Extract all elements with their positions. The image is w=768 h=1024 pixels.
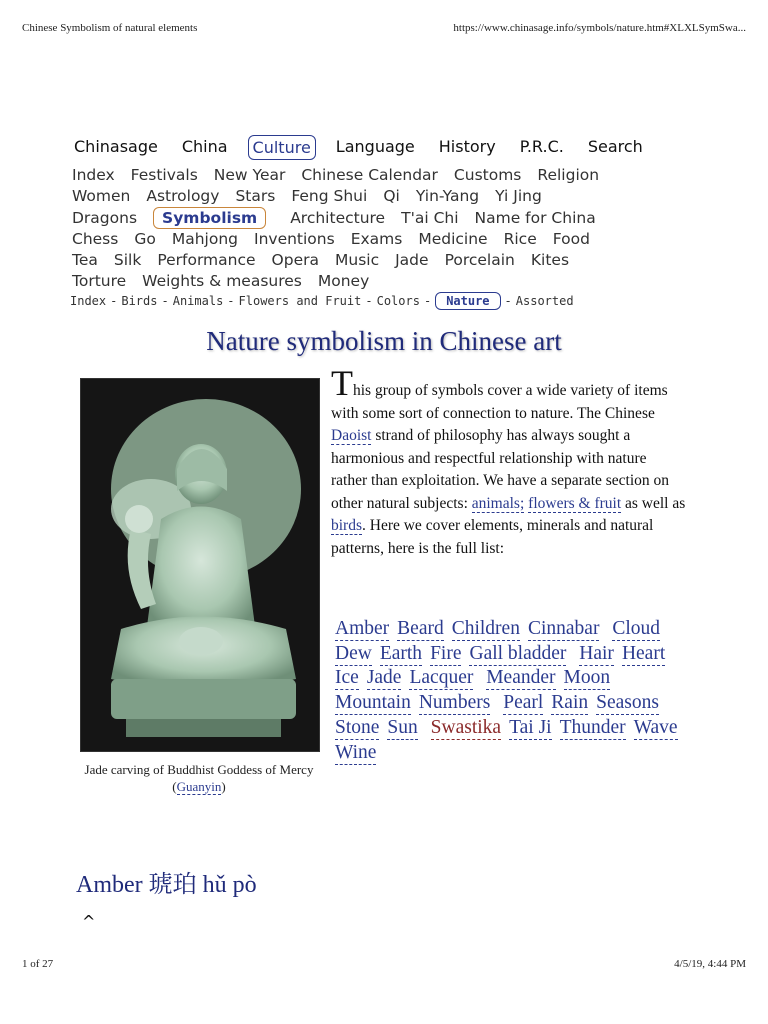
sub-nav-performance[interactable]: Performance [157,251,256,270]
intro-paragraph [331,363,686,560]
sub-nav-tai-chi[interactable]: T'ai Chi [401,208,459,227]
symbol-link-earth[interactable]: Earth [379,642,423,664]
symbol-link-ice[interactable]: Ice [335,667,359,689]
guanyin-jade-photo [80,378,320,752]
crumb-birds[interactable]: Birds [121,294,158,308]
symbol-link-tai-ji[interactable]: Tai Ji [509,716,552,738]
top-nav-language[interactable]: Language [335,137,415,156]
culture-sub-nav [72,165,672,292]
top-nav-chinasage[interactable]: Chinasage [74,137,158,156]
print-header-title: Chinese Symbolism of natural elements [22,22,198,34]
caption-end: ) [221,778,226,794]
symbol-link-numbers[interactable]: Numbers [418,692,491,714]
sub-nav-architecture[interactable]: Architecture [290,208,386,227]
sub-nav-kites[interactable]: Kites [530,251,570,270]
guanyin-jade-illustration [81,379,319,751]
sub-nav-torture[interactable]: Torture [72,271,127,290]
symbol-link-hair[interactable]: Hair [579,642,614,664]
symbol-link-stone[interactable]: Stone [335,716,380,738]
symbol-link-amber[interactable]: Amber [335,618,390,639]
top-nav-culture[interactable]: Culture [248,135,316,160]
drop-cap: T [331,363,353,403]
crumb-separator: - [504,294,512,308]
symbol-link-cloud[interactable]: Cloud [612,618,661,639]
intro-text-3: as well as [621,494,686,512]
caption-text: Jade carving of Buddhist Goddess of Mercy ( [84,762,314,794]
sub-nav-inventions[interactable]: Inventions [254,230,335,249]
sub-nav-yi-jing[interactable]: Yi Jing [495,186,542,205]
symbol-link-dew[interactable]: Dew [335,642,372,664]
sub-nav-qi[interactable]: Qi [383,186,400,205]
sub-nav-chinese-calendar[interactable]: Chinese Calendar [301,166,438,184]
sub-nav-chess[interactable]: Chess [72,230,119,249]
symbol-link-meander[interactable]: Meander [486,667,556,689]
symbol-link-seasons[interactable]: Seasons [596,692,659,714]
symbol-link-children[interactable]: Children [451,618,520,639]
top-nav-history[interactable]: History [438,137,496,156]
crumb-nature[interactable]: Nature [435,292,500,310]
crumb-separator: - [227,294,235,308]
sub-nav-religion[interactable]: Religion [537,166,600,184]
sub-nav-opera[interactable]: Opera [271,251,319,270]
sub-nav-yin-yang[interactable]: Yin-Yang [415,186,480,205]
sub-nav-silk[interactable]: Silk [113,251,142,270]
symbol-link-mountain[interactable]: Mountain [335,692,411,714]
print-footer-datetime: 4/5/19, 4:44 PM [674,958,746,970]
symbol-link-gall-bladder[interactable]: Gall bladder [469,642,567,664]
symbol-link-jade[interactable]: Jade [366,667,402,689]
amber-section-heading: Amber 琥珀 hǔ pò [76,872,257,898]
crumb-separator: - [423,294,432,308]
top-nav-search[interactable]: Search [587,137,643,156]
page-title: Nature symbolism in Chinese art [206,326,562,356]
crumb-colors[interactable]: Colors [376,294,420,308]
symbol-link-thunder[interactable]: Thunder [559,716,626,738]
sub-nav-symbolism[interactable]: Symbolism [153,207,266,230]
sub-nav-exams[interactable]: Exams [350,230,403,249]
symbol-link-cinnabar[interactable]: Cinnabar [527,618,600,639]
guanyin-link[interactable]: Guanyin [176,778,222,794]
symbol-link-beard[interactable]: Beard [397,618,444,639]
symbol-link-sun[interactable]: Sun [387,716,418,738]
sub-nav-astrology[interactable]: Astrology [146,186,220,205]
photo-caption [80,762,318,795]
symbol-link-lacquer[interactable]: Lacquer [409,667,474,689]
daoist-link[interactable]: Daoist [331,427,372,444]
sub-nav-weights-measures[interactable]: Weights & measures [142,271,302,290]
sub-nav-feng-shui[interactable]: Feng Shui [291,186,368,205]
sub-nav-mahjong[interactable]: Mahjong [171,230,238,249]
sub-nav-name-for-china[interactable]: Name for China [474,208,596,227]
sub-nav-customs[interactable]: Customs [453,166,522,184]
birds-link[interactable]: birds [331,517,362,534]
sub-nav-medicine[interactable]: Medicine [418,230,488,249]
sub-nav-jade[interactable]: Jade [395,251,429,270]
sub-nav-money[interactable]: Money [317,271,370,290]
print-footer-page: 1 of 27 [22,958,54,970]
crumb-separator: - [365,294,373,308]
crumb-assorted[interactable]: Assorted [515,294,574,308]
symbol-link-fire[interactable]: Fire [430,642,462,664]
crumb-index[interactable]: Index [70,294,107,308]
animals-link[interactable]: animals; [471,494,525,512]
symbol-link-rain[interactable]: Rain [551,692,589,714]
symbol-link-wine[interactable]: Wine [335,741,377,763]
sub-nav-music[interactable]: Music [335,251,380,270]
intro-text-4: . Here we cover elements, minerals and natural patterns, here is the full list: [331,517,654,557]
intro-text-1: his group of symbols cover a wide variety of items with some sort of connection to nature. The Chinese [331,382,668,422]
sub-nav-rice[interactable]: Rice [503,230,537,249]
sub-nav-stars[interactable]: Stars [235,186,276,205]
crumb-flowers-fruit[interactable]: Flowers and Fruit [238,294,362,308]
symbol-list [335,617,695,765]
sub-nav-dragons[interactable]: Dragons [72,208,138,227]
sub-nav-tea[interactable]: Tea [72,251,98,270]
sub-nav-food[interactable]: Food [552,230,590,249]
top-nav-china[interactable]: China [181,137,228,156]
crumb-separator: - [161,294,169,308]
flowers-fruit-link[interactable]: flowers & fruit [528,494,622,512]
sub-nav-festivals[interactable]: Festivals [130,166,198,184]
intro-text-2: strand of philosophy has always sought a harmonious and respectful relationship with nature rather than exploitation. We have a separate section on other natural subjects: [331,427,670,512]
symbol-link-swastika[interactable]: Swastika [430,716,502,738]
sub-nav-new-year[interactable]: New Year [213,166,286,184]
top-nav [70,135,663,160]
crumb-separator: - [110,294,118,308]
print-header-url: https://www.chinasage.info/symbols/nature.htm#XLXLSymSwa... [453,22,746,34]
crumb-animals[interactable]: Animals [172,294,224,308]
sub-nav-porcelain[interactable]: Porcelain [444,251,515,270]
top-nav-prc[interactable]: P.R.C. [519,137,564,156]
sub-nav-go[interactable]: Go [134,230,156,249]
sub-nav-women[interactable]: Women [72,186,131,205]
back-to-top-caret[interactable]: ^ [82,912,96,931]
symbol-link-heart[interactable]: Heart [621,642,666,664]
symbol-link-moon[interactable]: Moon [563,667,611,689]
symbolism-breadcrumb [70,294,574,308]
symbol-link-wave[interactable]: Wave [633,716,678,738]
symbol-link-pearl[interactable]: Pearl [503,692,544,714]
sub-nav-index[interactable]: Index [72,166,115,184]
